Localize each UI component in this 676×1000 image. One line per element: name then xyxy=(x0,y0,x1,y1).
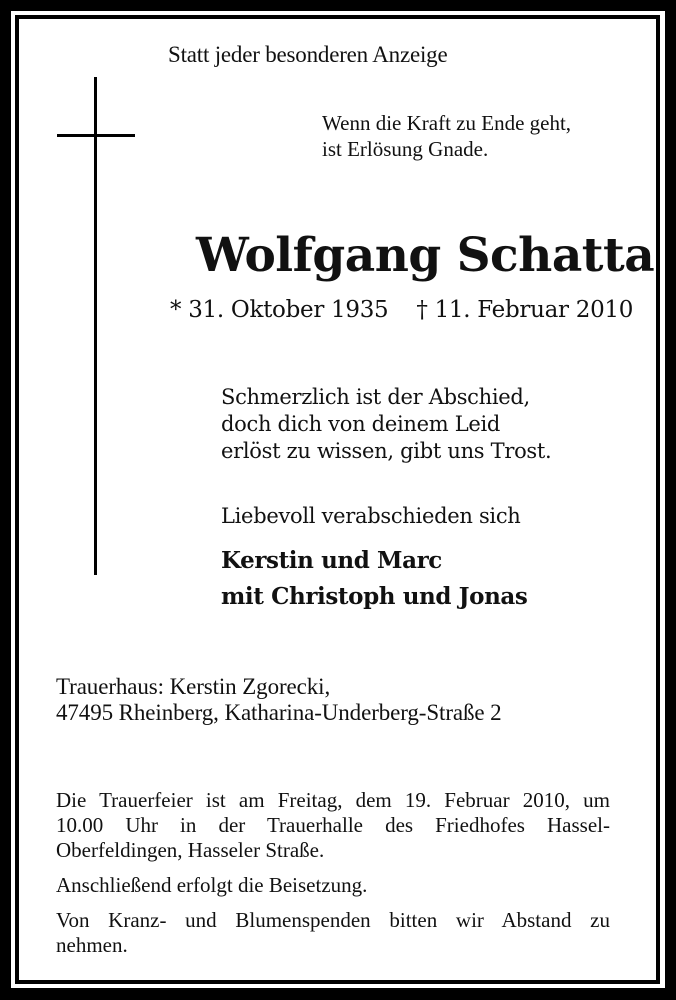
life-dates xyxy=(170,297,633,323)
ceremony-details xyxy=(56,788,610,968)
request-line: Von Kranz- und Blumenspenden bitten wir Abstand zu xyxy=(56,908,610,932)
death-date: 11. Februar 2010 xyxy=(434,297,634,323)
verse-line: erlöst zu wissen, gibt uns Trost. xyxy=(221,439,552,463)
verse-line: Schmerzlich ist der Abschied, xyxy=(221,385,530,409)
ceremony-line: 10.00 Uhr in der Trauerhalle des Friedhofes Hassel- xyxy=(56,813,610,837)
cross-vertical-bar xyxy=(94,77,97,575)
deceased-name: Wolfgang Schatta xyxy=(196,228,655,283)
house-of-mourning xyxy=(56,674,502,726)
verse xyxy=(221,384,551,465)
farewell-line: Liebevoll verabschieden sich xyxy=(221,504,521,528)
quote-line: Wenn die Kraft zu Ende geht, xyxy=(322,111,572,135)
birth-date: 31. Oktober 1935 xyxy=(188,297,389,323)
notice-heading: Statt jeder besonderen Anzeige xyxy=(168,42,448,67)
verse-line: doch dich von deinem Leid xyxy=(221,412,501,436)
ceremony-line: Oberfeldingen, Hasseler Straße. xyxy=(56,838,325,862)
mourner-line: mit Christoph und Jonas xyxy=(221,583,528,610)
ceremony-paragraph xyxy=(56,788,610,863)
quote-line: ist Erlösung Gnade. xyxy=(322,137,489,161)
burial-paragraph: Anschließend erfolgt die Beisetzung. xyxy=(56,873,368,897)
quote xyxy=(322,110,571,162)
mourner-line: Kerstin und Marc xyxy=(221,547,442,574)
cross-horizontal-bar xyxy=(57,134,135,137)
dagger-icon: † xyxy=(416,297,428,323)
house-line: 47495 Rheinberg, Katharina-Underberg-Straße 2 xyxy=(56,700,502,725)
house-line: Trauerhaus: Kerstin Zgorecki, xyxy=(56,674,331,699)
request-line: nehmen. xyxy=(56,933,128,957)
flowers-request xyxy=(56,908,610,958)
birth-star-icon: * xyxy=(170,297,182,323)
ceremony-line: Die Trauerfeier ist am Freitag, dem 19. Februar 2010, um xyxy=(56,788,610,812)
mourners xyxy=(221,543,527,615)
